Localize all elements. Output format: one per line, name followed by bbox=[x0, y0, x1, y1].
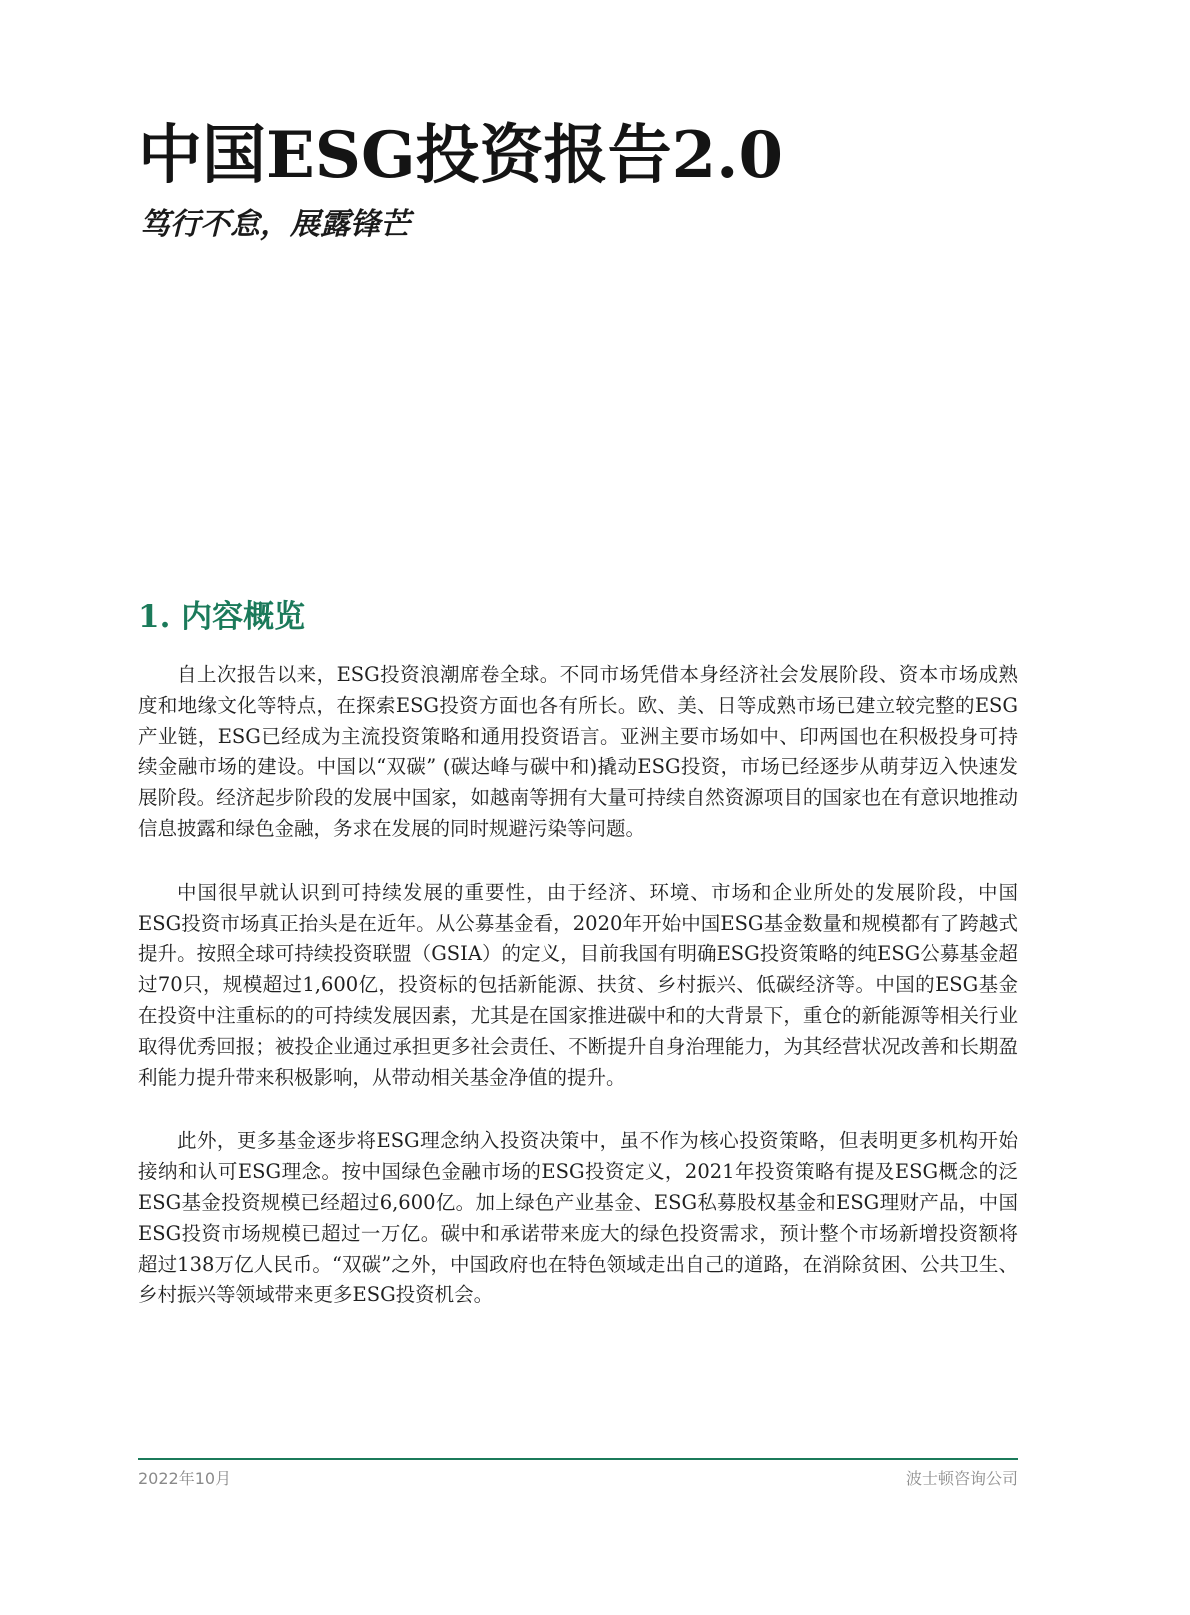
section-body bbox=[138, 660, 1018, 1344]
body-paragraph-1: 自上次报告以来，ESG投资浪潮席卷全球。不同市场凭借本身经济社会发展阶段、资本市场成熟度和地缘文化等特点，在探索ESG投资方面也各有所长。欧、美、日等成熟市场已建立较完整的ESG产业链，ESG已经成为主流投资策略和通用投资语言。亚洲主要市场如中、印两国也在积极投身可持续金融市场的建设。中国以“双碳” (碳达峰与碳中和)撬动ESG投资，市场已经逐步从萌芽迈入快速发展阶段。经济起步阶段的发展中国家，如越南等拥有大量可持续自然资源项目的国家也在有意识地推动信息披露和绿色金融，务求在发展的同时规避污染等问题。 bbox=[138, 663, 1018, 840]
body-paragraph-2: 中国很早就认识到可持续发展的重要性，由于经济、环境、市场和企业所处的发展阶段，中国ESG投资市场真正抬头是在近年。从公募基金看，2020年开始中国ESG基金数量和规模都有了跨越式提升。按照全球可持续投资联盟（GSIA）的定义，目前我国有明确ESG投资策略的纯ESG公募基金超过70只，规模超过1,600亿，投资标的包括新能源、扶贫、乡村振兴、低碳经济等。中国的ESG基金在投资中注重标的的可持续发展因素，尤其是在国家推进碳中和的大背景下，重仓的新能源等相关行业取得优秀回报；被投企业通过承担更多社会责任、不断提升自身治理能力，为其经营状况改善和长期盈利能力提升带来积极影响，从带动相关基金净值的提升。 bbox=[138, 880, 1018, 1089]
footer-divider bbox=[138, 1458, 1018, 1460]
report-subtitle: 笃行不怠，展露锋芒 bbox=[140, 207, 410, 242]
footer-date: 2022年10月 bbox=[138, 1469, 232, 1488]
footer-company: 波士顿咨询公司 bbox=[905, 1469, 1018, 1488]
section-heading: 1. 内容概览 bbox=[138, 599, 306, 635]
body-paragraph-3: 此外，更多基金逐步将ESG理念纳入投资决策中，虽不作为核心投资策略，但表明更多机构开始接纳和认可ESG理念。按中国绿色金融市场的ESG投资定义，2021年投资策略有提及ESG概念的泛ESG基金投资规模已经超过6,600亿。加上绿色产业基金、ESG私募股权基金和ESG理财产品，中国ESG投资市场规模已超过一万亿。碳中和承诺带来庞大的绿色投资需求，预计整个市场新增投资额将超过138万亿人民币。“双碳”之外，中国政府也在特色领域走出自己的道路，在消除贫困、公共卫生、乡村振兴等领域带来更多ESG投资机会。 bbox=[138, 1129, 1018, 1307]
report-title: 中国ESG投资报告2.0 bbox=[138, 118, 783, 193]
